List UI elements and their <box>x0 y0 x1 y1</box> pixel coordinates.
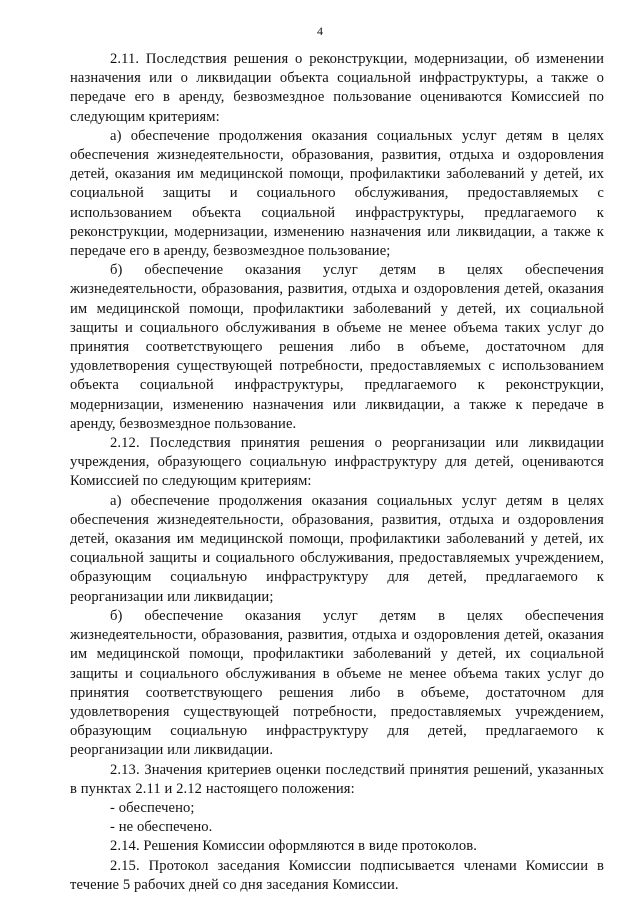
paragraph-2-11-a: а) обеспечение продолжения оказания социальных услуг детям в целях обеспечения жизнедеятельности, образования, развития, отдыха и оздоровления детей, оказания им медицинской помощи, профилактики заболеваний у детей, их социальной защиты и социального обслуживания, предоставляемых с использованием объекта социальной инфраструктуры, предлагаемого к реконструкции, модернизации, изменению назначения или ликвидации, а также к передаче его в аренду, безвозмездное пользование; <box>70 127 604 260</box>
paragraph-2-11: 2.11. Последствия решения о реконструкции, модернизации, об изменении назначения или о ликвидации объекта социальной инфраструктуры, а также о передаче его в аренду, безвозмездное пользование оцениваются Комиссией по следующим критериям: <box>70 51 604 125</box>
list-item-not-ensured: - не обеспечено. <box>110 819 213 836</box>
list-item-ensured: - обеспечено; <box>110 799 195 816</box>
page-number: 4 <box>317 24 323 38</box>
paragraph-2-12-a: а) обеспечение продолжения оказания социальных услуг детям в целях обеспечения жизнедеятельности, образования, развития, отдыха и оздоровления детей, оказания им медицинской помощи, профилактики заболеваний у детей, их социальной защиты и социального обслуживания, предоставляемых учреждением, образующим социальную инфраструктуру для детей, предлагаемого к реорганизации или ликвидации; <box>70 492 604 605</box>
paragraph-2-12-b: б) обеспечение оказания услуг детям в целях обеспечения жизнедеятельности, образования, развития, отдыха и оздоровления детей, оказания им медицинской помощи, профилактики заболеваний у детей, их социальной защиты и социального обслуживания в объеме не менее объема таких услуг до принятия соответствующего решения либо в объеме, достаточном для удовлетворения существующей потребности, предоставляемых учреждением, образующим социальную инфраструктуру для детей, предлагаемого к реорганизации или ликвидации. <box>70 607 604 759</box>
paragraph-2-13: 2.13. Значения критериев оценки последствий принятия решений, указанных в пунктах 2.11 и 2.12 настоящего положения: <box>70 761 604 797</box>
paragraph-2-11-b: б) обеспечение оказания услуг детям в целях обеспечения жизнедеятельности, образования, развития, отдыха и оздоровления детей, оказания им медицинской помощи, профилактики заболеваний у детей, их социальной защиты и социального обслуживания в объеме не менее объема таких услуг до принятия соответствующего решения либо в объеме, достаточном для удовлетворения существующей потребности, предоставляемых с использованием объекта социальной инфраструктуры, предлагаемого к реконструкции, модернизации, изменению назначения или ликвидации, а также к передаче в аренду, безвозмездное пользование. <box>70 262 604 432</box>
paragraph-2-14: 2.14. Решения Комиссии оформляются в виде протоколов. <box>110 838 478 855</box>
paragraph-2-12: 2.12. Последствия принятия решения о реорганизации или ликвидации учреждения, образующего социальную инфраструктуру для детей, оцениваются Комиссией по следующим критериям: <box>70 435 604 490</box>
paragraph-2-15: 2.15. Протокол заседания Комиссии подписывается членами Комиссии в течение 5 рабочих дней со дня заседания Комиссии. <box>70 857 604 893</box>
document-body <box>70 50 604 895</box>
